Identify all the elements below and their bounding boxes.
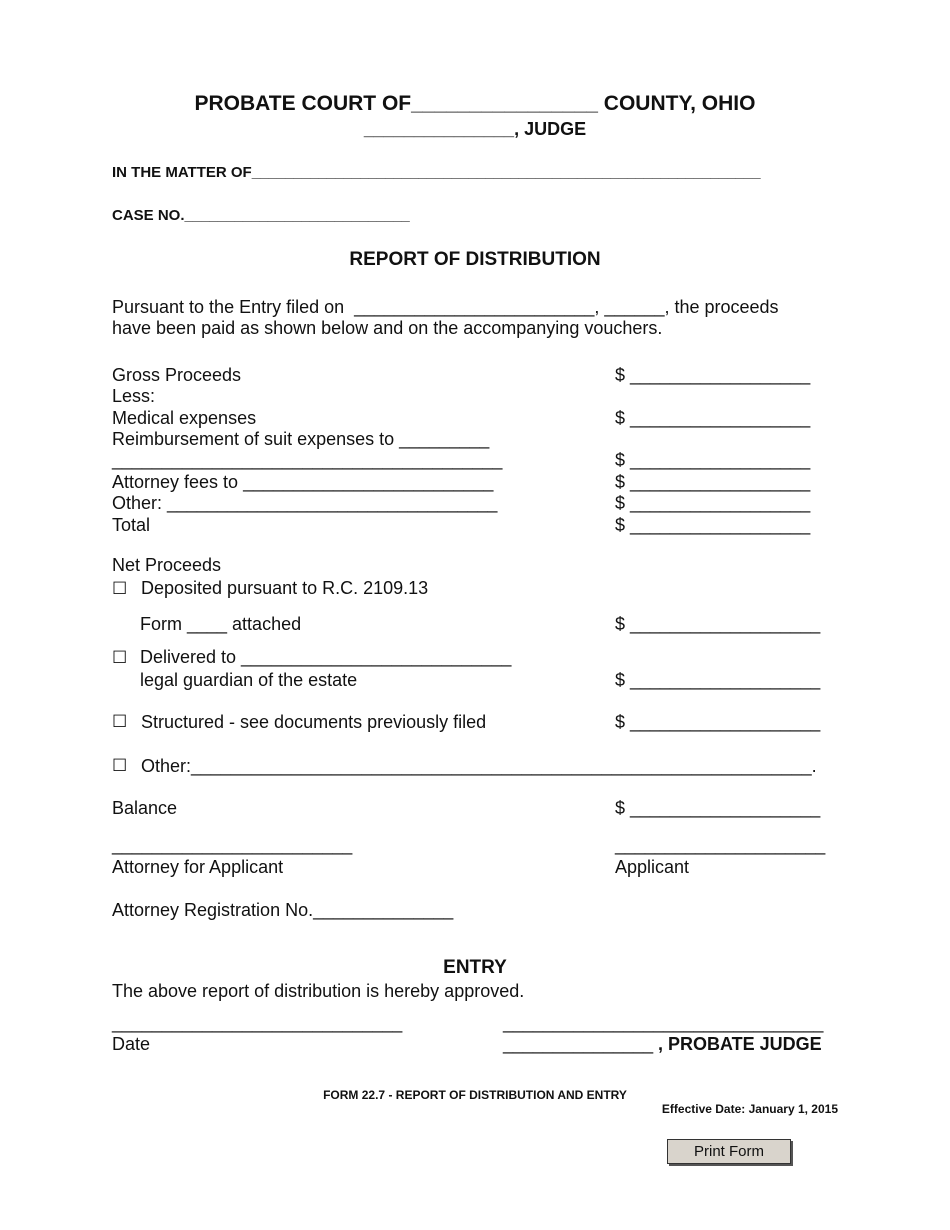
effective-date: Effective Date: January 1, 2015 [661, 1102, 838, 1116]
gross-proceeds-amount: $ __________________ [615, 365, 811, 385]
medical-expenses-amount: $ __________________ [615, 408, 811, 428]
entry-approval-text: The above report of distribution is hereby approved. [112, 981, 525, 1001]
applicant-signature-label: Applicant [615, 857, 690, 877]
other-expenses-amount: $ __________________ [615, 493, 811, 513]
judge-heading: _______________, JUDGE [363, 119, 587, 139]
intro-line-2: have been paid as shown below and on the accompanying vouchers. [112, 318, 663, 338]
medical-expenses-label: Medical expenses [112, 408, 257, 428]
total-amount: $ __________________ [615, 515, 811, 535]
structured-amount: $ ___________________ [615, 712, 821, 732]
deposited-checkbox[interactable]: ☐ [112, 579, 128, 598]
reimbursement-continuation: _______________________________________ [112, 450, 503, 470]
other-expenses-label: Other: _________________________________ [112, 493, 498, 513]
intro-line-1: Pursuant to the Entry filed on ________________________, ______, the proceeds [112, 297, 779, 317]
other-checkbox[interactable]: ☐ [112, 756, 128, 775]
structured-checkbox[interactable]: ☐ [112, 712, 128, 731]
attorney-fees-label: Attorney fees to _________________________ [112, 472, 494, 492]
total-label: Total [112, 515, 151, 535]
date-signature-line: _____________________________ [112, 1013, 403, 1033]
structured-label: Structured - see documents previously filed [141, 712, 487, 732]
judge-name-blank: _______________ [503, 1034, 654, 1054]
attorney-signature-label: Attorney for Applicant [112, 857, 284, 877]
report-title: REPORT OF DISTRIBUTION [349, 249, 601, 270]
judge-signature-line: ________________________________ [503, 1013, 824, 1033]
form-attached-label: Form ____ attached [140, 614, 302, 634]
attorney-signature-line: ________________________ [112, 835, 353, 855]
date-label: Date [112, 1034, 151, 1054]
deposited-label: Deposited pursuant to R.C. 2109.13 [141, 578, 429, 598]
net-proceeds-heading: Net Proceeds [112, 555, 222, 575]
reimbursement-label: Reimbursement of suit expenses to _________ [112, 429, 490, 449]
print-form-button[interactable]: Print Form [667, 1139, 791, 1164]
attorney-registration-field: Attorney Registration No.______________ [112, 900, 454, 920]
court-heading: PROBATE COURT OF________________ COUNTY, OHIO [194, 92, 756, 115]
deposited-amount: $ ___________________ [615, 614, 821, 634]
balance-amount: $ ___________________ [615, 798, 821, 818]
guardian-label: legal guardian of the estate [140, 670, 358, 690]
applicant-signature-line: _____________________ [615, 835, 826, 855]
balance-label: Balance [112, 798, 178, 818]
less-label: Less: [112, 386, 156, 406]
matter-field: IN THE MATTER OF_____________________________________________________________ [112, 164, 761, 181]
reimbursement-amount: $ __________________ [615, 450, 811, 470]
entry-title: ENTRY [443, 957, 507, 978]
delivered-checkbox[interactable]: ☐ [112, 648, 128, 667]
form-title-footer: FORM 22.7 - REPORT OF DISTRIBUTION AND ENTRY [323, 1088, 627, 1102]
attorney-fees-amount: $ __________________ [615, 472, 811, 492]
delivered-label: Delivered to ___________________________ [140, 647, 512, 667]
gross-proceeds-label: Gross Proceeds [112, 365, 242, 385]
delivered-amount: $ ___________________ [615, 670, 821, 690]
probate-judge-label: , PROBATE JUDGE [658, 1034, 822, 1054]
other-distribution-label: Other:______________________________________________________________. [141, 756, 817, 776]
case-number-field: CASE NO.___________________________ [112, 207, 410, 224]
